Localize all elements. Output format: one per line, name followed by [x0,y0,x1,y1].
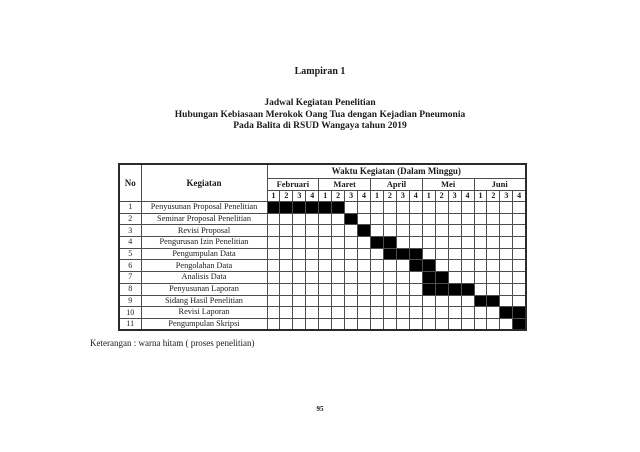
week-cell [448,237,461,249]
document-title [0,98,640,133]
week-cell [293,213,306,225]
table-row [119,307,526,319]
week-cell [474,225,487,237]
activity-name: Analisis Data [141,272,267,284]
week-cell [293,295,306,307]
week-cell-filled [435,283,448,295]
week-header-april-4: 4 [409,191,422,202]
week-cell [435,248,448,260]
row-number: 9 [119,295,141,307]
week-cell [461,307,474,319]
table-header-row-top [119,164,526,179]
week-cell [345,307,358,319]
week-cell [500,213,513,225]
week-cell [345,202,358,214]
week-cell [396,283,409,295]
row-number: 10 [119,307,141,319]
week-cell [448,260,461,272]
week-cell [371,307,384,319]
week-cell-filled [513,318,526,330]
week-cell [358,260,371,272]
week-cell [396,225,409,237]
week-cell [500,237,513,249]
row-number: 4 [119,237,141,249]
table-row [119,213,526,225]
week-cell [435,225,448,237]
week-cell [487,225,500,237]
week-cell [474,248,487,260]
week-cell [500,272,513,284]
month-header-juni: Juni [474,179,526,191]
week-cell-filled [267,202,280,214]
week-cell [371,283,384,295]
week-cell [280,295,293,307]
week-cell [487,260,500,272]
row-number: 6 [119,260,141,272]
week-cell-filled [422,272,435,284]
week-header-maret-2: 2 [332,191,345,202]
week-cell [293,248,306,260]
title-line-3: Pada Balita di RSUD Wangaya tahun 2019 [233,121,407,131]
week-cell [267,237,280,249]
week-cell [345,272,358,284]
week-cell [409,237,422,249]
table-row [119,272,526,284]
week-cell [409,283,422,295]
week-cell [461,272,474,284]
week-cell [358,283,371,295]
week-cell [422,237,435,249]
week-cell [345,283,358,295]
week-cell [358,272,371,284]
week-header-mei-3: 3 [448,191,461,202]
activity-name: Revisi Proposal [141,225,267,237]
week-header-maret-3: 3 [345,191,358,202]
week-header-juni-1: 1 [474,191,487,202]
week-cell [332,272,345,284]
week-cell [461,260,474,272]
week-cell [319,318,332,330]
week-cell [409,318,422,330]
week-cell [513,272,526,284]
week-cell [371,248,384,260]
week-cell [435,260,448,272]
week-cell [500,283,513,295]
week-cell [383,213,396,225]
week-cell [371,295,384,307]
week-cell [435,237,448,249]
col-header-no: No [119,164,141,202]
week-cell [487,272,500,284]
week-cell-filled [396,248,409,260]
row-number: 2 [119,213,141,225]
week-cell [435,202,448,214]
week-cell [371,225,384,237]
week-header-mei-2: 2 [435,191,448,202]
week-cell [500,318,513,330]
row-number: 3 [119,225,141,237]
week-cell [319,295,332,307]
week-cell-filled [435,272,448,284]
col-header-activity: Kegiatan [141,164,267,202]
week-header-mei-4: 4 [461,191,474,202]
week-cell [448,248,461,260]
week-cell [448,272,461,284]
week-cell [345,295,358,307]
week-cell-filled [371,237,384,249]
week-cell [435,295,448,307]
month-header-mei: Mei [422,179,474,191]
table-row [119,225,526,237]
week-cell [448,307,461,319]
week-cell [371,318,384,330]
week-cell [332,283,345,295]
week-cell [267,283,280,295]
week-cell [435,318,448,330]
week-cell [474,283,487,295]
week-header-mei-1: 1 [422,191,435,202]
week-cell [422,248,435,260]
week-cell [358,248,371,260]
title-line-1: Jadwal Kegiatan Penelitian [264,98,376,108]
week-cell [396,295,409,307]
week-cell [267,307,280,319]
week-cell [293,260,306,272]
week-cell [422,295,435,307]
week-header-februari-3: 3 [293,191,306,202]
week-cell [396,202,409,214]
week-cell [474,213,487,225]
week-cell [461,237,474,249]
week-cell [267,213,280,225]
week-cell [332,295,345,307]
week-cell [371,260,384,272]
table-row [119,202,526,214]
week-cell-filled [319,202,332,214]
week-cell [319,283,332,295]
week-cell-filled [409,260,422,272]
week-cell [293,283,306,295]
week-cell [267,318,280,330]
week-cell [513,295,526,307]
week-cell [487,283,500,295]
week-header-maret-1: 1 [319,191,332,202]
week-cell [293,318,306,330]
week-cell [474,272,487,284]
table-row [119,283,526,295]
week-cell [513,213,526,225]
month-header-maret: Maret [319,179,371,191]
week-cell [448,225,461,237]
week-cell-filled [345,213,358,225]
week-cell [345,237,358,249]
week-cell [306,307,319,319]
week-cell [474,260,487,272]
week-cell [306,248,319,260]
week-cell [332,237,345,249]
week-cell [435,213,448,225]
week-header-februari-1: 1 [267,191,280,202]
week-cell-filled [422,260,435,272]
week-cell [306,318,319,330]
week-cell [474,237,487,249]
week-cell [461,248,474,260]
week-header-april-3: 3 [396,191,409,202]
week-cell [319,213,332,225]
week-cell [306,225,319,237]
week-cell [319,260,332,272]
week-cell [487,318,500,330]
week-header-april-2: 2 [383,191,396,202]
week-cell [319,272,332,284]
week-header-juni-4: 4 [513,191,526,202]
week-cell [371,202,384,214]
week-cell [396,272,409,284]
week-cell [474,202,487,214]
table-row [119,260,526,272]
row-number: 11 [119,318,141,330]
week-cell [422,318,435,330]
week-cell [345,225,358,237]
week-cell [280,260,293,272]
week-cell [500,260,513,272]
week-header-juni-3: 3 [500,191,513,202]
activity-name: Penyusunan Laporan [141,283,267,295]
week-cell [422,225,435,237]
row-number: 7 [119,272,141,284]
week-cell [332,225,345,237]
week-cell [280,318,293,330]
week-cell [487,213,500,225]
week-cell [332,307,345,319]
week-cell-filled [280,202,293,214]
week-cell [422,307,435,319]
row-number: 1 [119,202,141,214]
week-cell [267,272,280,284]
week-cell-filled [306,202,319,214]
appendix-label: Lampiran 1 [294,66,346,77]
week-cell [513,237,526,249]
week-cell [383,260,396,272]
week-cell [280,307,293,319]
week-cell [383,283,396,295]
week-cell [332,318,345,330]
month-header-april: April [371,179,423,191]
activity-name: Penyusunan Proposal Penelitian [141,202,267,214]
week-cell [487,202,500,214]
week-cell [332,260,345,272]
week-cell [409,202,422,214]
week-cell [487,307,500,319]
week-cell-filled [332,202,345,214]
week-cell [383,272,396,284]
week-header-februari-2: 2 [280,191,293,202]
week-cell [448,213,461,225]
activity-name: Revisi Laporan [141,307,267,319]
week-cell [461,213,474,225]
week-cell [280,272,293,284]
week-cell [358,237,371,249]
table-row [119,295,526,307]
week-cell [319,225,332,237]
week-cell [500,248,513,260]
week-cell-filled [461,283,474,295]
week-cell [383,202,396,214]
week-cell [396,237,409,249]
week-header-maret-4: 4 [358,191,371,202]
week-cell [267,260,280,272]
week-cell-filled [422,283,435,295]
week-cell [306,295,319,307]
week-cell [371,272,384,284]
week-cell [280,248,293,260]
week-cell [474,318,487,330]
week-cell [280,283,293,295]
week-cell [513,225,526,237]
week-cell [461,295,474,307]
week-cell [448,295,461,307]
week-cell-filled [383,237,396,249]
week-cell [513,248,526,260]
week-cell [345,248,358,260]
week-cell [435,307,448,319]
week-cell [396,260,409,272]
week-cell [319,248,332,260]
week-cell [358,307,371,319]
week-cell [319,237,332,249]
week-cell [306,213,319,225]
week-cell-filled [474,295,487,307]
week-cell [396,307,409,319]
week-cell [267,248,280,260]
week-cell [293,307,306,319]
legend-note: Keterangan : warna hitam ( proses penelitian) [90,338,255,348]
week-cell-filled [448,283,461,295]
week-cell [293,237,306,249]
week-cell [461,202,474,214]
week-cell [513,202,526,214]
week-cell [461,225,474,237]
week-cell [358,318,371,330]
week-cell [345,260,358,272]
page-number: 95 [316,405,324,413]
week-cell-filled [409,248,422,260]
week-cell [409,307,422,319]
week-cell [500,295,513,307]
month-header-februari: Februari [267,179,319,191]
week-cell [409,225,422,237]
activity-name: Pengurusan Izin Penelitian [141,237,267,249]
week-cell-filled [293,202,306,214]
table-row [119,237,526,249]
col-header-time-span: Waktu Kegiatan (Dalam Minggu) [267,164,526,179]
activity-name: Sidang Hasil Penelitian [141,295,267,307]
week-cell [422,213,435,225]
week-header-juni-2: 2 [487,191,500,202]
week-cell [383,307,396,319]
activity-name: Seminar Proposal Penelitian [141,213,267,225]
week-cell [371,213,384,225]
week-cell [396,213,409,225]
week-cell [306,283,319,295]
week-cell [513,283,526,295]
week-cell-filled [383,248,396,260]
week-cell-filled [513,307,526,319]
week-cell [448,202,461,214]
week-cell [332,213,345,225]
week-cell [280,225,293,237]
table-row [119,318,526,330]
week-cell [474,307,487,319]
week-cell [306,272,319,284]
week-cell [383,295,396,307]
week-cell [513,260,526,272]
week-cell [358,202,371,214]
schedule-table [118,163,527,331]
week-cell [267,295,280,307]
week-cell [280,213,293,225]
activity-name: Pengolahan Data [141,260,267,272]
week-cell [319,307,332,319]
title-line-2: Hubungan Kebiasaan Merokok Oang Tua dengan Kejadian Pneumonia [174,109,466,120]
week-cell [487,237,500,249]
week-cell-filled [487,295,500,307]
week-cell-filled [500,307,513,319]
week-cell [383,318,396,330]
week-cell [293,272,306,284]
week-cell [358,213,371,225]
week-cell [487,248,500,260]
week-cell-filled [358,225,371,237]
week-cell [358,295,371,307]
activity-name: Pengumpulan Skripsi [141,318,267,330]
week-cell [409,213,422,225]
week-cell [383,225,396,237]
week-cell [461,318,474,330]
week-cell [396,318,409,330]
week-cell [332,248,345,260]
row-number: 8 [119,283,141,295]
week-cell [280,237,293,249]
week-cell [306,237,319,249]
row-number: 5 [119,248,141,260]
week-cell [293,225,306,237]
week-cell [422,202,435,214]
table-row [119,248,526,260]
activity-name: Pengumpulan Data [141,248,267,260]
week-header-april-1: 1 [371,191,384,202]
week-cell [267,225,280,237]
week-cell [409,295,422,307]
week-cell [409,272,422,284]
week-header-februari-4: 4 [306,191,319,202]
week-cell [306,260,319,272]
week-cell [345,318,358,330]
week-cell [500,225,513,237]
week-cell [448,318,461,330]
week-cell [500,202,513,214]
